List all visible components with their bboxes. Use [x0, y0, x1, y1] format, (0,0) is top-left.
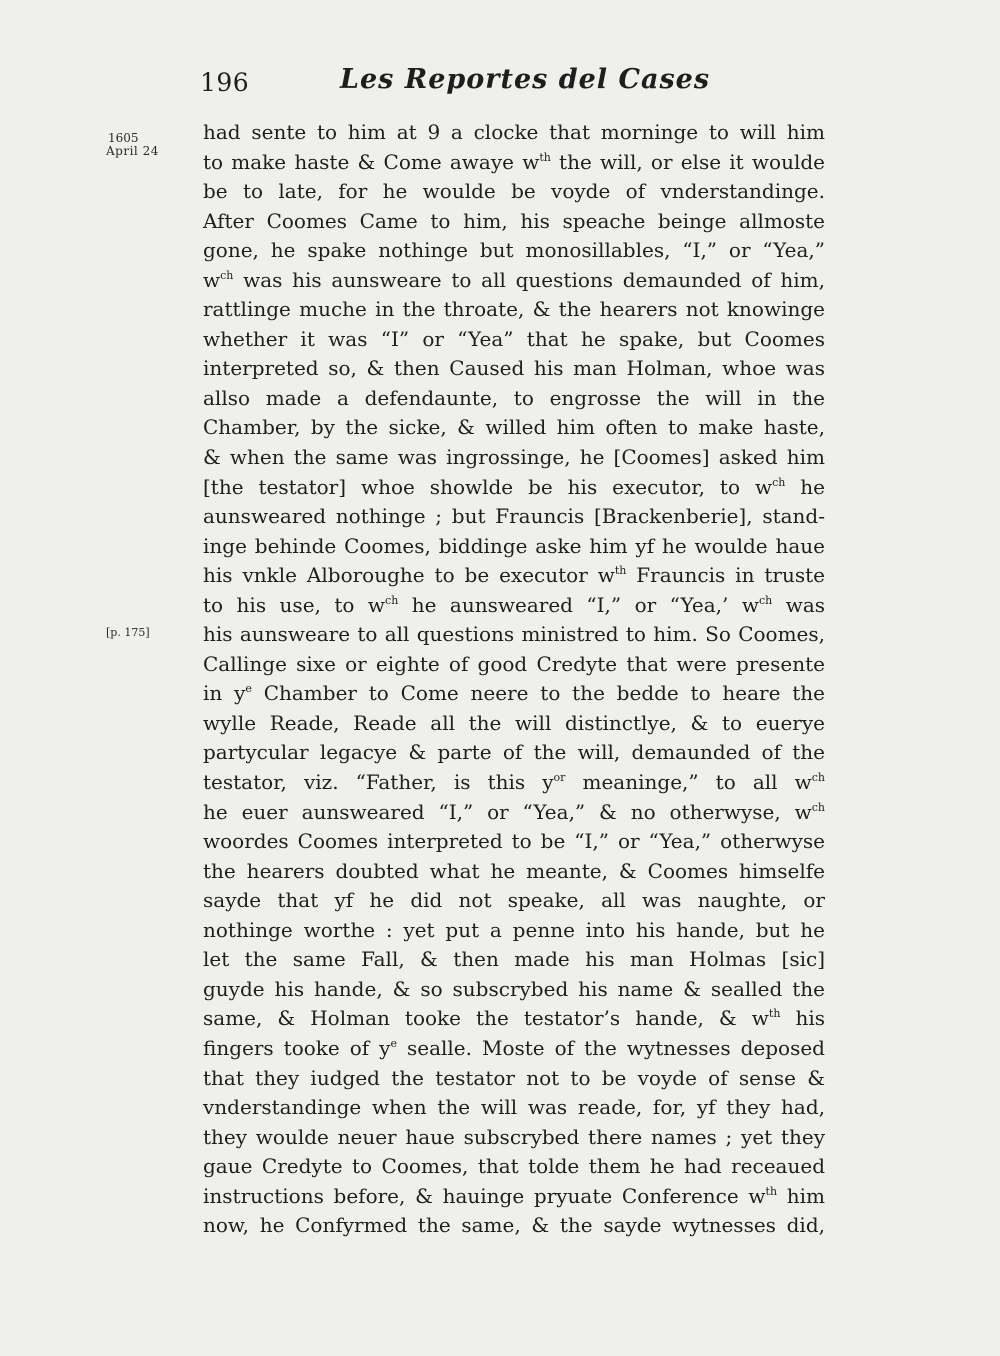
text-line: instructions before, & hauinge pryuate Conference $w^{th}$ him [203, 1183, 825, 1208]
margin-note-date: April 24 [106, 144, 159, 158]
text-line: fingers tooke of $y^e$ sealle. Moste of the wytnesses deposed [203, 1035, 825, 1060]
running-title: Les Reportes del Cases [340, 64, 711, 95]
text-line: vnderstandinge when the will was reade, for, yf they had, [203, 1095, 825, 1120]
text-line: Callinge sixe or eighte of good Credyte that were presente [203, 651, 825, 676]
text-line: same, & Holman tooke the testator’s hande, & $w^{th}$ his [203, 1006, 826, 1031]
text-line: inge behinde Coomes, biddinge aske him yf he woulde haue [203, 533, 825, 558]
text-line: wylle Reade, Reade all the will distinctlye, & to euerye [203, 710, 825, 735]
text-line: rattlinge muche in the throate, & the hearers not knowinge [203, 297, 825, 322]
text-line: & when the same was ingrossinge, he [Coomes] asked him [203, 445, 825, 470]
page-header [0, 64, 1000, 104]
text-line: his vnkle Alboroughe to be executor $w^{th}$ Frauncis in truste [203, 563, 825, 588]
text-line: nothinge worthe : yet put a penne into his hande, but he [203, 917, 825, 942]
text-line: aunsweared nothinge ; but Frauncis [Brackenberie], stand- [203, 504, 825, 529]
text-line: gaue Credyte to Coomes, that tolde them he had receaued [203, 1154, 825, 1179]
text-line: interpreted so, & then Caused his man Holman, whoe was [203, 356, 825, 381]
text-line: gone, he spake nothinge but monosillables, “I,” or “Yea,” [203, 238, 825, 263]
text-line: the hearers doubted what he meante, & Coomes himselfe [203, 858, 825, 883]
text-line: $w^{ch}$ was his aunsweare to all questions demaunded of him, [203, 267, 825, 292]
text-line: in $y^e$ Chamber to Come neere to the bedde to heare the [203, 681, 825, 706]
text-line: to make haste & Come awaye $w^{th}$ the will, or else it woulde [203, 149, 825, 174]
page-number: 196 [200, 68, 250, 97]
text-line: now, he Confyrmed the same, & the sayde wytnesses did, [203, 1213, 825, 1238]
text-line: they woulde neuer haue subscrybed there names ; yet they [203, 1124, 825, 1149]
text-line: let the same Fall, & then made his man Holmas [sic] [203, 947, 825, 972]
text-line: woordes Coomes interpreted to be “I,” or “Yea,” otherwyse [203, 829, 825, 854]
text-line: guyde his hande, & so subscrybed his name & sealled the [203, 976, 825, 1001]
text-line: Chamber, by the sicke, & willed him often to make haste, [203, 415, 825, 440]
text-line: allso made a defendaunte, to engrosse the will in the [203, 385, 825, 410]
text-line: [the testator] whoe showlde be his executor, to $w^{ch}$ he [203, 474, 826, 499]
text-line: whether it was “I” or “Yea” that he spake, but Coomes [203, 326, 825, 351]
margin-note-year: 1605 [108, 131, 139, 145]
text-line: be to late, for he woulde be voyde of vnderstandinge. [203, 179, 825, 204]
text-line: testator, viz. “Father, is this $y^{or}$ meaninge,” to all $w^{ch}$ [203, 770, 826, 795]
body-text [203, 118, 825, 1241]
text-line: After Coomes Came to him, his speache beinge allmoste [203, 208, 825, 233]
margin-note-page-ref: [p. 175] [106, 626, 150, 639]
text-line: to his use, to $w^{ch}$ he aunsweared “I,” or “Yea,’ $w^{ch}$ was [203, 592, 826, 617]
text-line: his aunsweare to all questions ministred to him. So Coomes, [203, 622, 825, 647]
text-line: had sente to him at 9 a clocke that morninge to will him [203, 120, 825, 144]
text-line: sayde that yf he did not speake, all was naughte, or [203, 888, 825, 913]
text-line: partycular legacye & parte of the will, demaunded of the [203, 740, 825, 765]
text-line: he euer aunsweared “I,” or “Yea,” & no otherwyse, $w^{ch}$ [203, 799, 825, 824]
text-line: that they iudged the testator not to be voyde of sense & [203, 1065, 825, 1090]
